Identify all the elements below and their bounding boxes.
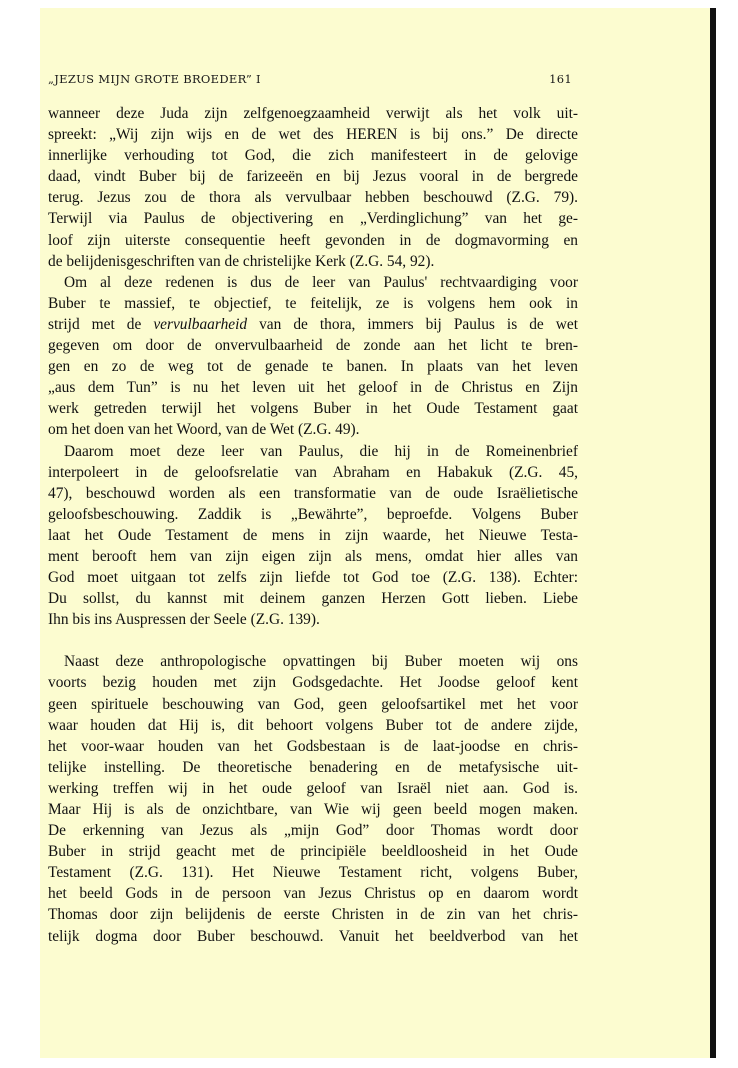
text-line: innerlijke verhouding tot God, die zich manifesteert in de gelovige xyxy=(48,147,578,165)
body-text xyxy=(48,103,578,947)
text-line: laat het Oude Testament de mens in zijn waarde, het Nieuwe Testa- xyxy=(48,526,578,544)
text-line: Daarom moet deze leer van Paulus, die hij in de Romeinenbrief xyxy=(64,442,578,460)
text-line: om het doen van het Woord, van de Wet (Z.G. 49). xyxy=(48,421,360,439)
text-line: interpoleert in de geloofsrelatie van Abraham en Habakuk (Z.G. 45, xyxy=(48,463,578,481)
text-line: Buber in strijd geacht met de principiële beeldloosheid in het Oude xyxy=(48,843,578,861)
text-line: strijd met de vervulbaarheid van de thora, immers bij Paulus is de wet xyxy=(48,315,578,333)
text-line: gen en zo de weg tot de genade te banen. In plaats van het leven xyxy=(48,358,578,376)
text-line: „aus dem Tun” is nu het leven uit het geloof in de Christus en Zijn xyxy=(48,379,578,397)
text-line: geen spirituele beschouwing van God, geen geloofsartikel met het voor xyxy=(48,695,578,713)
text-line: daad, vindt Buber bij de farizeeën en bij Jezus vooral in de bergrede xyxy=(48,168,578,186)
text-line: Maar Hij is als de onzichtbare, van Wie wij geen beeld mogen maken. xyxy=(48,801,578,818)
text-line: telijke instelling. De theoretische benadering en de metafysische uit- xyxy=(48,758,578,776)
text-line: het voor-waar houden van het Godsbestaan is de laat-joodse en chris- xyxy=(48,737,578,755)
text-line: Testament (Z.G. 131). Het Nieuwe Testament richt, volgens Buber, xyxy=(48,864,578,882)
text-line: geloofsbeschouwing. Zaddik is „Bewährte”, beproefde. Volgens Buber xyxy=(48,505,578,523)
paragraph-1 xyxy=(48,103,578,272)
text-line: Du sollst, du kannst mit deinem ganzen Herzen Gott lieben. Liebe xyxy=(48,590,578,608)
text-line: telijk dogma door Buber beschouwd. Vanuit het beeldverbod van het xyxy=(48,927,578,945)
text-line: de belijdenisgeschriften van de christelijke Kerk (Z.G. 54, 92). xyxy=(48,252,435,270)
page-number: 161 xyxy=(549,72,572,86)
text-line: spreekt: „Wij zijn wijs en de wet des HEREN is bij ons.” De directe xyxy=(48,126,578,144)
text-line: voorts bezig houden met zijn Godsgedachte. Het Joodse geloof kent xyxy=(48,674,578,692)
paragraph-4 xyxy=(48,651,578,946)
paragraph-2 xyxy=(48,272,578,441)
text-line: Naast deze anthropologische opvattingen bij Buber moeten wij ons xyxy=(64,653,578,671)
text-line: terug. Jezus zou de thora als vervulbaar hebben beschouwd (Z.G. 79). xyxy=(48,189,578,207)
text-line: Thomas door zijn belijdenis de eerste Christen in de zin van het chris- xyxy=(48,906,578,924)
text-line: ment berooft hem van zijn eigen zijn als mens, omdat hier alles van xyxy=(48,547,578,565)
text-line: gegeven om door de onvervulbaarheid de zonde aan het licht te bren- xyxy=(48,337,578,355)
text-line: Buber te massief, te objectief, te feitelijk, ze is volgens hem ook in xyxy=(48,294,578,312)
text-line: waar houden dat Hij is, dit behoort volgens Buber tot de andere zijde, xyxy=(48,716,578,734)
text-line: werking treffen wij in het oude geloof van Israël niet aan. God is. xyxy=(48,779,578,797)
paragraph-gap xyxy=(48,630,578,651)
running-title: „JEZUS MIJN GROTE BROEDER” I xyxy=(48,72,261,86)
text-line: 47), beschouwd worden als een transformatie van de oude Israëlietische xyxy=(48,484,578,502)
text-line: God moet uitgaan tot zelfs zijn liefde tot God toe (Z.G. 138). Echter: xyxy=(48,569,578,587)
text-line: De erkenning van Jezus als „mijn God” door Thomas wordt door xyxy=(48,822,578,840)
paragraph-3 xyxy=(48,441,578,631)
text-line: het beeld Gods in de persoon van Jezus Christus op en daarom wordt xyxy=(48,885,578,903)
text-line: Om al deze redenen is dus de leer van Paulus' rechtvaardiging voor xyxy=(64,273,578,291)
text-line: wanneer deze Juda zijn zelfgenoegzaamheid verwijt als het volk uit- xyxy=(48,105,578,122)
text-line: werk getreden terwijl het volgens Buber in het Oude Testament gaat xyxy=(48,400,578,418)
text-line: loof zijn uiterste consequentie heeft gevonden in de dogmavorming en xyxy=(48,231,578,249)
text-line: Ihn bis ins Auspressen der Seele (Z.G. 139). xyxy=(48,611,320,629)
text-line: Terwijl via Paulus de objectivering en „Verdinglichung” van het ge- xyxy=(48,210,578,228)
